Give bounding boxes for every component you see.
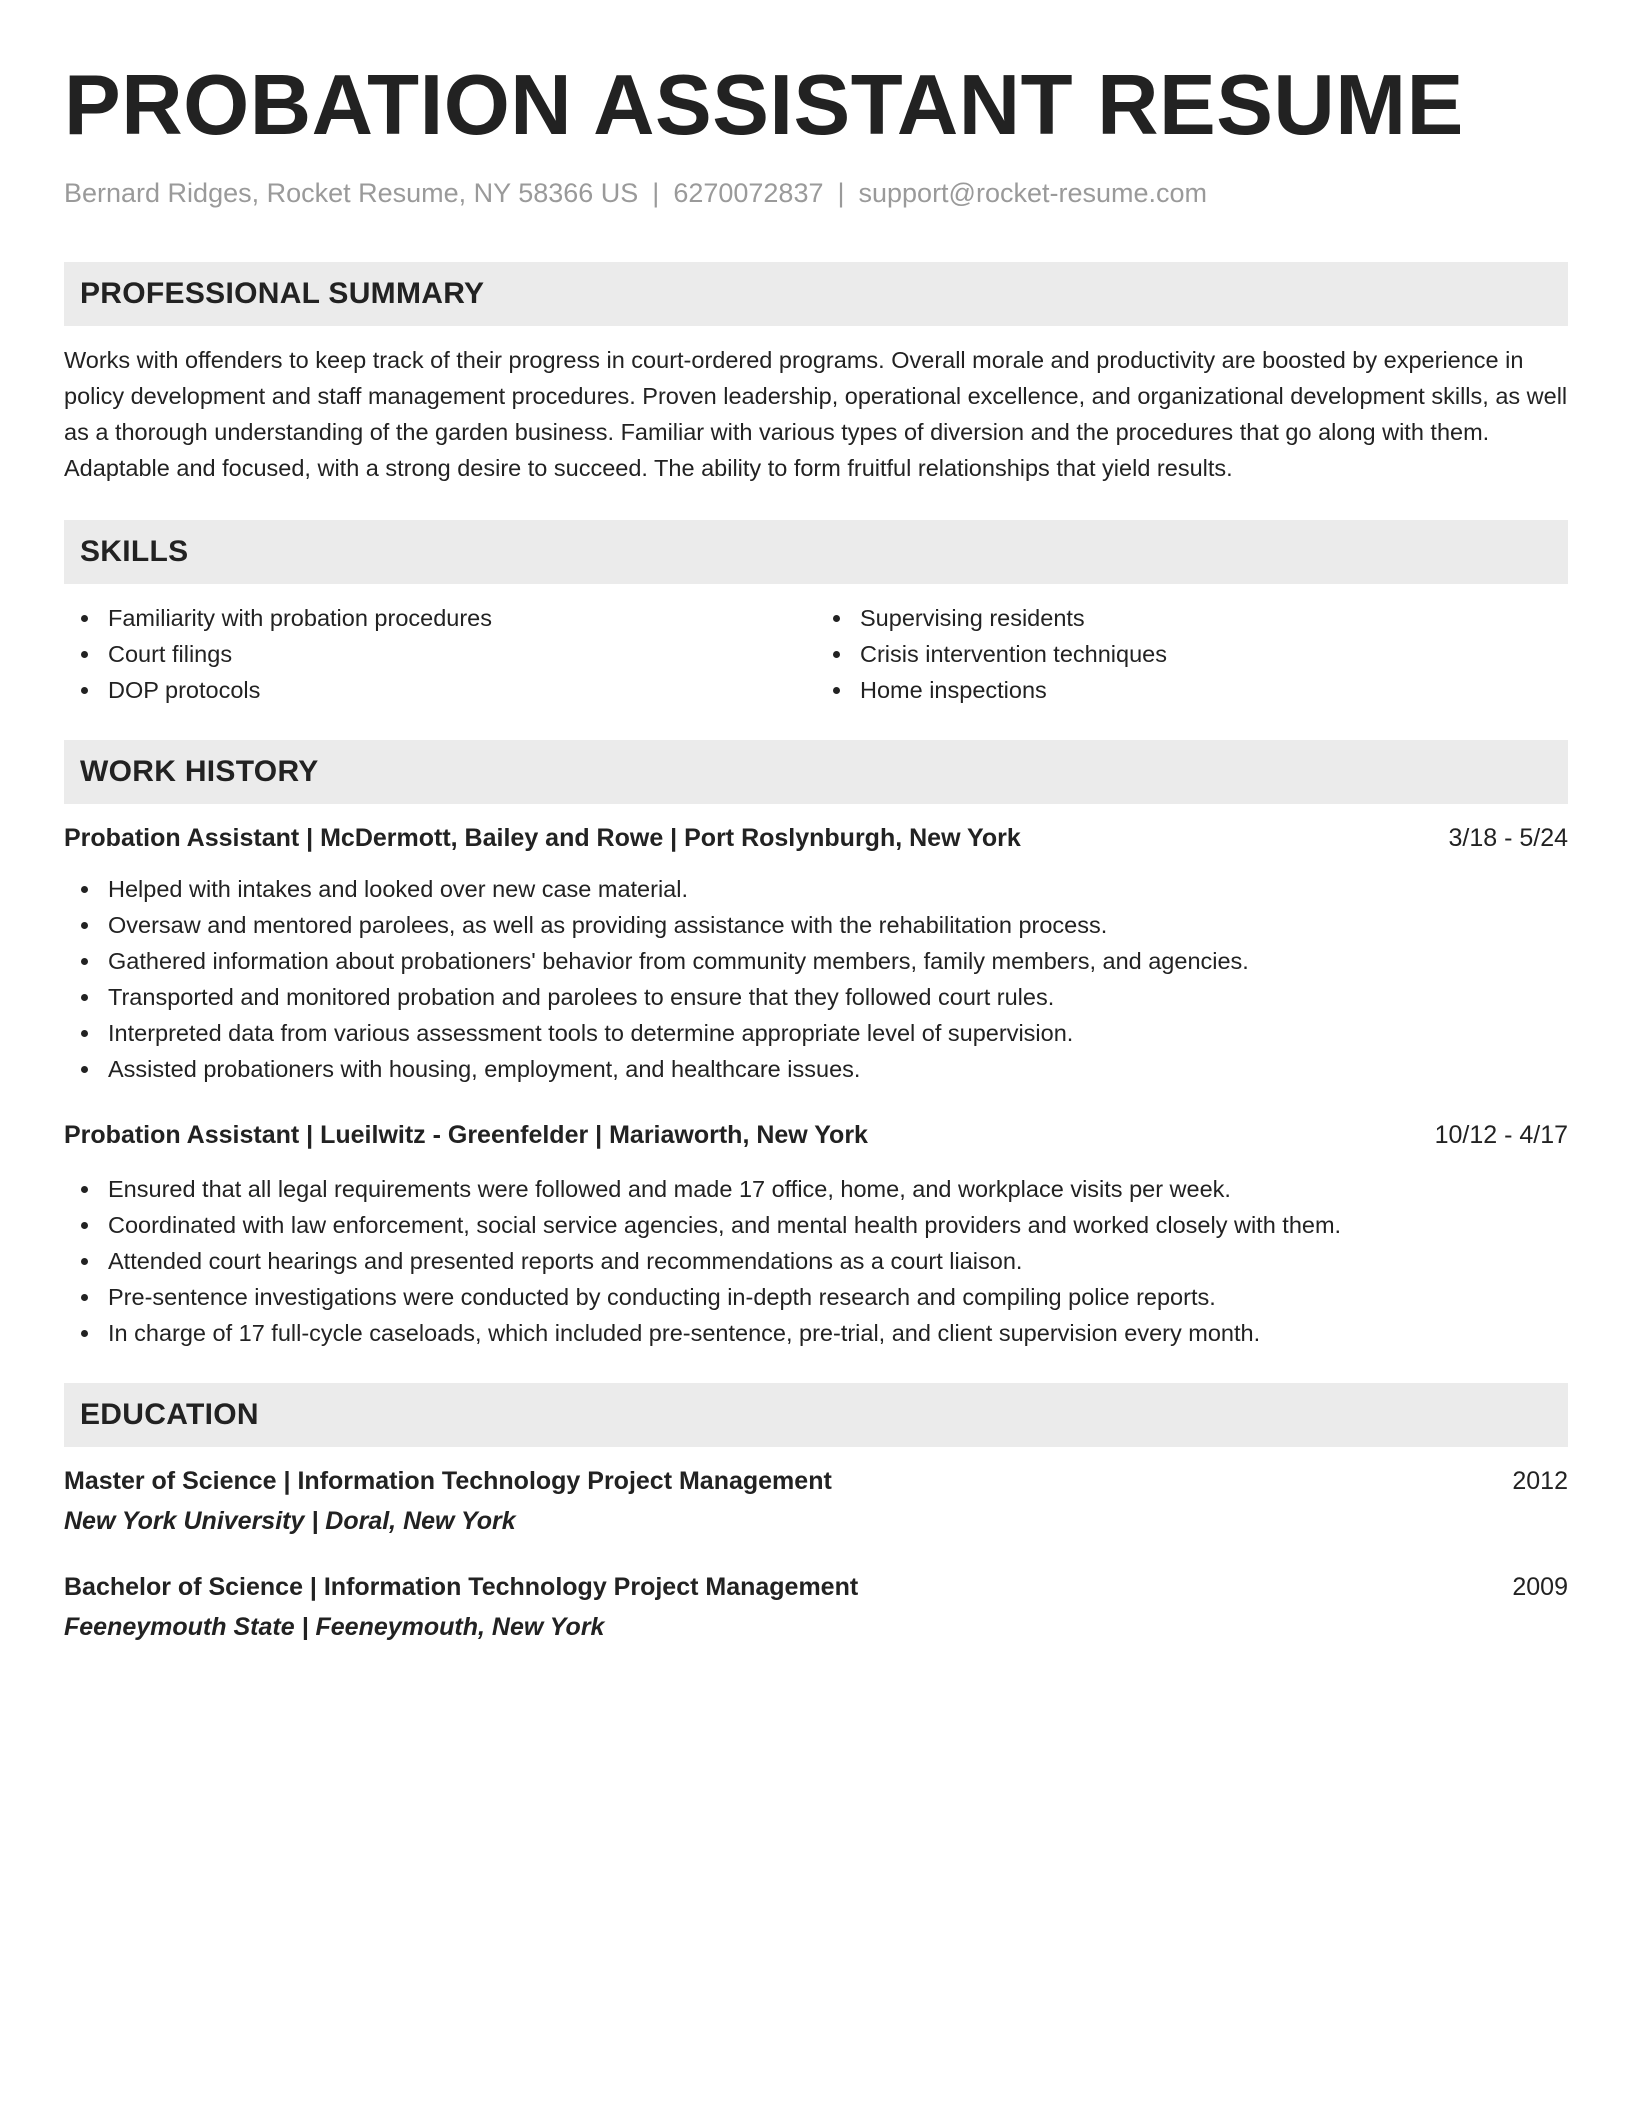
job-bullet: Assisted probationers with housing, employment, and healthcare issues. [64, 1051, 1568, 1087]
section-header-education: EDUCATION [64, 1383, 1568, 1447]
job-bullet: Ensured that all legal requirements were followed and made 17 office, home, and workplace visits per week. [64, 1171, 1568, 1207]
skills-list [64, 600, 1568, 708]
job-dates: 10/12 - 4/17 [1434, 1121, 1568, 1149]
job-bullet: Interpreted data from various assessment tools to determine appropriate level of supervision. [64, 1015, 1568, 1051]
job-entry [64, 1117, 1568, 1153]
education-degree: Bachelor of Science | Information Technology Project Management [64, 1573, 859, 1601]
job-bullet: Helped with intakes and looked over new case material. [64, 871, 1568, 907]
job-bullet: Transported and monitored probation and parolees to ensure that they followed court rules. [64, 979, 1568, 1015]
job-title: Probation Assistant | Lueilwitz - Greenfelder | Mariaworth, New York [64, 1121, 868, 1149]
education-year: 2012 [1512, 1467, 1568, 1495]
education-entry [64, 1569, 1568, 1605]
job-bullet: Attended court hearings and presented reports and recommendations as a court liaison. [64, 1243, 1568, 1279]
job-bullet: Pre-sentence investigations were conducted by conducting in-depth research and compiling police reports. [64, 1279, 1568, 1315]
job-entry [64, 820, 1568, 856]
education-school: Feeneymouth State | Feeneymouth, New York [64, 1613, 605, 1641]
job-bullet: Coordinated with law enforcement, social service agencies, and mental health providers and worked closely with them. [64, 1207, 1568, 1243]
skill-item: Supervising residents [816, 600, 1568, 636]
section-header-work-history: WORK HISTORY [64, 740, 1568, 804]
contact-phone: 6270072837 [673, 178, 824, 208]
job-bullet: Gathered information about probationers' behavior from community members, family members, and agencies. [64, 943, 1568, 979]
job-dates: 3/18 - 5/24 [1448, 824, 1568, 852]
contact-separator: | [652, 178, 660, 208]
skill-item: Home inspections [816, 672, 1568, 708]
education-year: 2009 [1512, 1573, 1568, 1601]
summary-text: Works with offenders to keep track of their progress in court-ordered programs. Overall morale and productivity are boosted by experience in policy development and staff management procedures. Proven leadership, operational excellence, and organizational development skills, as well as a thorough understanding of the garden business. Familiar with various types of diversion and the procedures that go along with them. Adaptable and focused, with a strong desire to succeed. The ability to form fruitful relationships that yield results. [64, 347, 1568, 481]
job-bullet: In charge of 17 full-cycle caseloads, which included pre-sentence, pre-trial, and client supervision every month. [64, 1315, 1568, 1351]
skills-column-left [64, 600, 816, 708]
contact-address: Bernard Ridges, Rocket Resume, NY 58366 US [64, 178, 639, 208]
job-bullet: Oversaw and mentored parolees, as well as providing assistance with the rehabilitation process. [64, 907, 1568, 943]
contact-separator: | [837, 178, 845, 208]
education-school: New York University | Doral, New York [64, 1507, 516, 1535]
skill-item: Familiarity with probation procedures [64, 600, 816, 636]
skills-column-right [816, 600, 1568, 708]
skill-item: Crisis intervention techniques [816, 636, 1568, 672]
education-entry [64, 1463, 1568, 1499]
skill-item: Court filings [64, 636, 816, 672]
job-bullets [64, 871, 1568, 1087]
contact-email: support@rocket-resume.com [858, 178, 1208, 208]
section-header-skills: SKILLS [64, 520, 1568, 584]
contact-line [64, 176, 1568, 210]
education-degree: Master of Science | Information Technology Project Management [64, 1467, 832, 1495]
job-title: Probation Assistant | McDermott, Bailey and Rowe | Port Roslynburgh, New York [64, 824, 1021, 852]
section-header-summary: PROFESSIONAL SUMMARY [64, 262, 1568, 326]
skill-item: DOP protocols [64, 672, 816, 708]
resume-title: PROBATION ASSISTANT RESUME [64, 58, 1464, 153]
job-bullets [64, 1171, 1568, 1351]
